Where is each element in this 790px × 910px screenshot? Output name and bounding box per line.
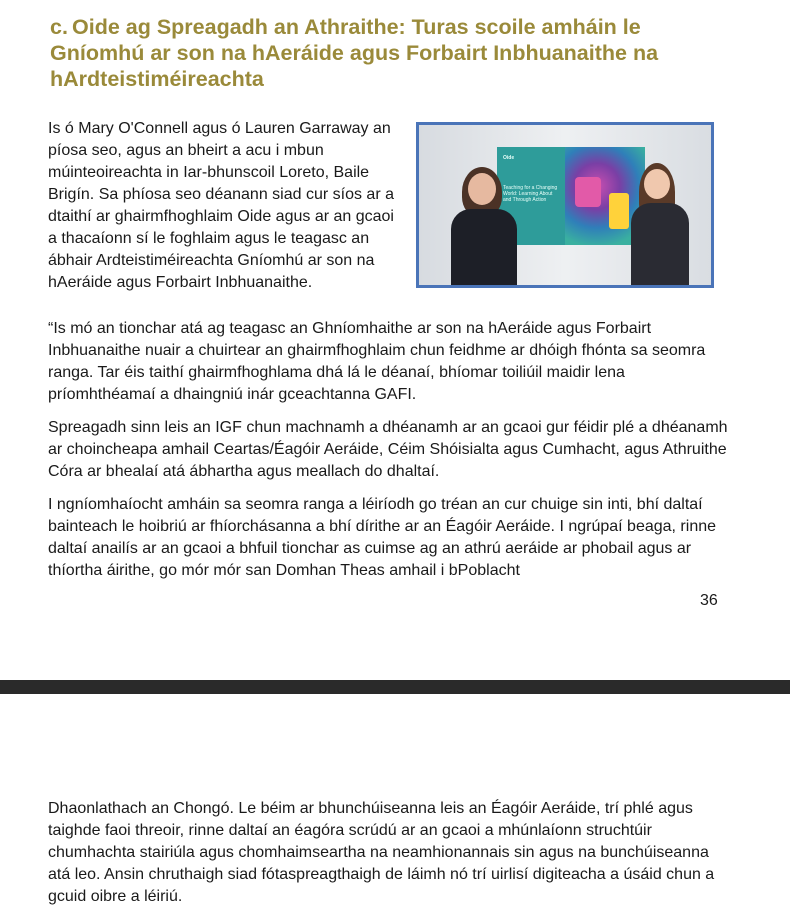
section-title: Oide ag Spreagadh an Athraithe: Turas scoile amháin le Gníomhú ar son na hAeráide agus Forbairt Inbhuanaithe na hArdteistiméireachta <box>50 15 659 91</box>
section-marker: c. <box>50 15 68 39</box>
teacher-right <box>627 163 693 288</box>
page-number: 36 <box>700 592 718 609</box>
teacher-left <box>449 167 519 288</box>
igf-paragraph: Spreagadh sinn leis an IGF chun machnamh a dhéanamh ar an gcaoi gur féidir plé a dhéanamh ar choincheapa amhail Ceartas/Éagóir Aeráide, Céim Shóisialta agus Cumhacht, agus Athruithe Córa ar bhealaí atá ábhartha agus meallach do dhaltaí. <box>48 419 728 480</box>
activity-paragraph: I ngníomhaíocht amháin sa seomra ranga a léiríodh go tréan an cur chuige sin inti, bhí daltaí bainteach le hoibriú ar fhíorchásanna a bhí dírithe ar an Éagóir Aeráide. I ngrúpaí beaga, rinne daltaí anailís ar an gcaoi a bhfuil tionchar as cuimse ag an athrú aeráide ar phobail agus ar thíortha áirithe, go mór mór san Domhan Theas amhail i bPoblacht <box>48 496 717 579</box>
presentation-screen <box>497 147 645 245</box>
page-divider <box>0 680 790 694</box>
section-heading <box>50 14 730 92</box>
screen-logo: Oide <box>503 155 515 161</box>
screen-text: Teaching for a Changing World: Learning About and Through Action <box>503 185 558 203</box>
continued-paragraph: Dhaonlathach an Chongó. Le béim ar bhunchúiseanna leis an Éagóir Aeráide, trí phlé agus taighde faoi threoir, rinne daltaí an éagóra scrúdú ar an gcaoi a mhúnlaíonn struchtúir chumhachta stairiúla agus chomhaimseartha na neamhionannais sin agus na bunchúiseanna atá leo. Ansin chruthaigh siad fótaspreagthaigh de láimh nó trí uirlisí digiteacha a úsáid chun a gcuid oibre a léiriú. <box>48 800 715 905</box>
teachers-photo <box>416 122 714 288</box>
intro-paragraph: Is ó Mary O'Connell agus ó Lauren Garraway an píosa seo, agus an bheirt a acu i mbun múinteoireachta in Iar-bhunscoil Loreto, Baile Brigín. Sa phíosa seo déanann siad cur síos ar a dtaithí ar ghairmfhoghlaim Oide agus ar an gcaoi a thacaíonn sí le foghlaim agus le teagasc an ábhair Ardteistiméireachta Gníomhú ar son na hAeráide agus Forbairt Inbhuanaithe. <box>48 120 394 291</box>
quote-paragraph: “Is mó an tionchar atá ag teagasc an Ghníomhaithe ar son na hAeráide agus Forbairt Inbhuanaithe nuair a chuirtear an ghairmfhoghlaim chun feidhme ar dhóigh fhónta sa seomra ranga. Tar éis taithí ghairmfhoghlama dhá lá le déanaí, bhíomar toiliúil maidir lena príomhthéamaí a dhaingniú inár gceachtanna GAFI. <box>48 320 706 403</box>
